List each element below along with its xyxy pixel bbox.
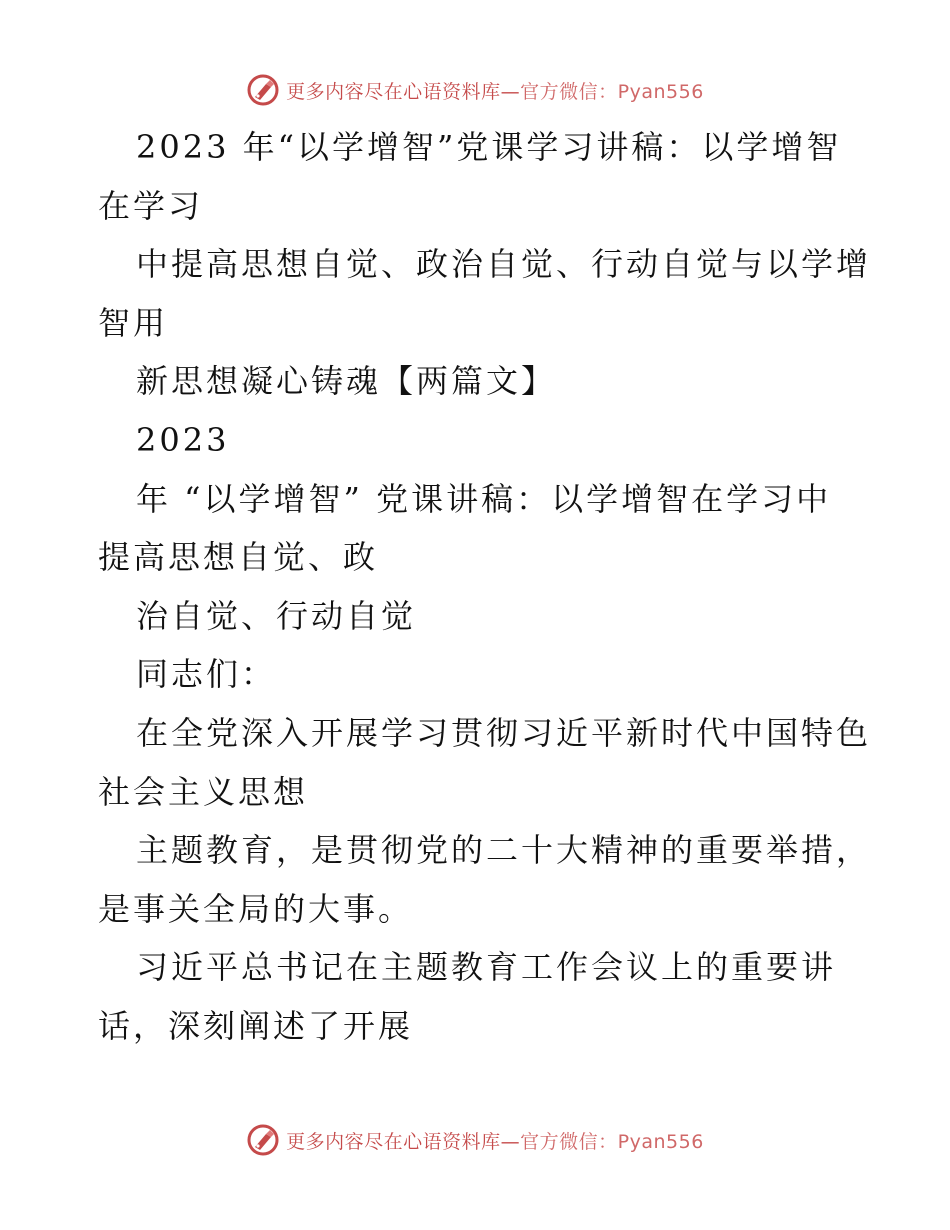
pen-nib-logo-icon <box>246 73 280 107</box>
watermark-text <box>286 77 704 104</box>
header-watermark <box>0 70 950 110</box>
text-line: 新思想凝心铸魂【两篇文】 <box>136 362 557 401</box>
watermark-group <box>246 73 704 107</box>
text-line: 提高思想自觉、政 <box>98 538 379 577</box>
text-line: 智用 <box>98 303 169 342</box>
document-body <box>98 118 872 1056</box>
text-line: 主题教育，是贯彻党的二十大精神的重要举措， <box>136 831 872 870</box>
footer-watermark <box>0 1120 950 1160</box>
watermark-slogan: 更多内容尽在心语资料库— <box>286 80 521 103</box>
text-line: 社会主义思想 <box>98 772 309 811</box>
text-line: 中提高思想自觉、政治自觉、行动自觉与以学增 <box>136 245 872 284</box>
text-line: 习近平总书记在主题教育工作会议上的重要讲 <box>136 948 837 987</box>
text-line: 年 “以学增智” 党课讲稿：以学增智在学习中 <box>136 479 832 518</box>
text-line: 在学习 <box>98 186 204 225</box>
text-line: 2023 <box>136 420 230 459</box>
text-line: 2023 年“以学增智”党课学习讲稿：以学增智 <box>136 128 842 166</box>
watermark-wechat: 官方微信：Pyan556 <box>520 1130 704 1153</box>
pen-nib-logo-icon <box>246 1123 280 1157</box>
text-line: 治自觉、行动自觉 <box>136 596 417 635</box>
watermark-wechat: 官方微信：Pyan556 <box>520 80 704 103</box>
watermark-text <box>286 1127 704 1154</box>
watermark-slogan: 更多内容尽在心语资料库— <box>286 1130 521 1153</box>
text-line: 在全党深入开展学习贯彻习近平新时代中国特色 <box>136 713 872 752</box>
text-line: 话，深刻阐述了开展 <box>98 1006 414 1045</box>
text-line: 同志们： <box>136 655 277 694</box>
watermark-group <box>246 1123 704 1157</box>
text-line: 是事关全局的大事。 <box>98 889 414 928</box>
